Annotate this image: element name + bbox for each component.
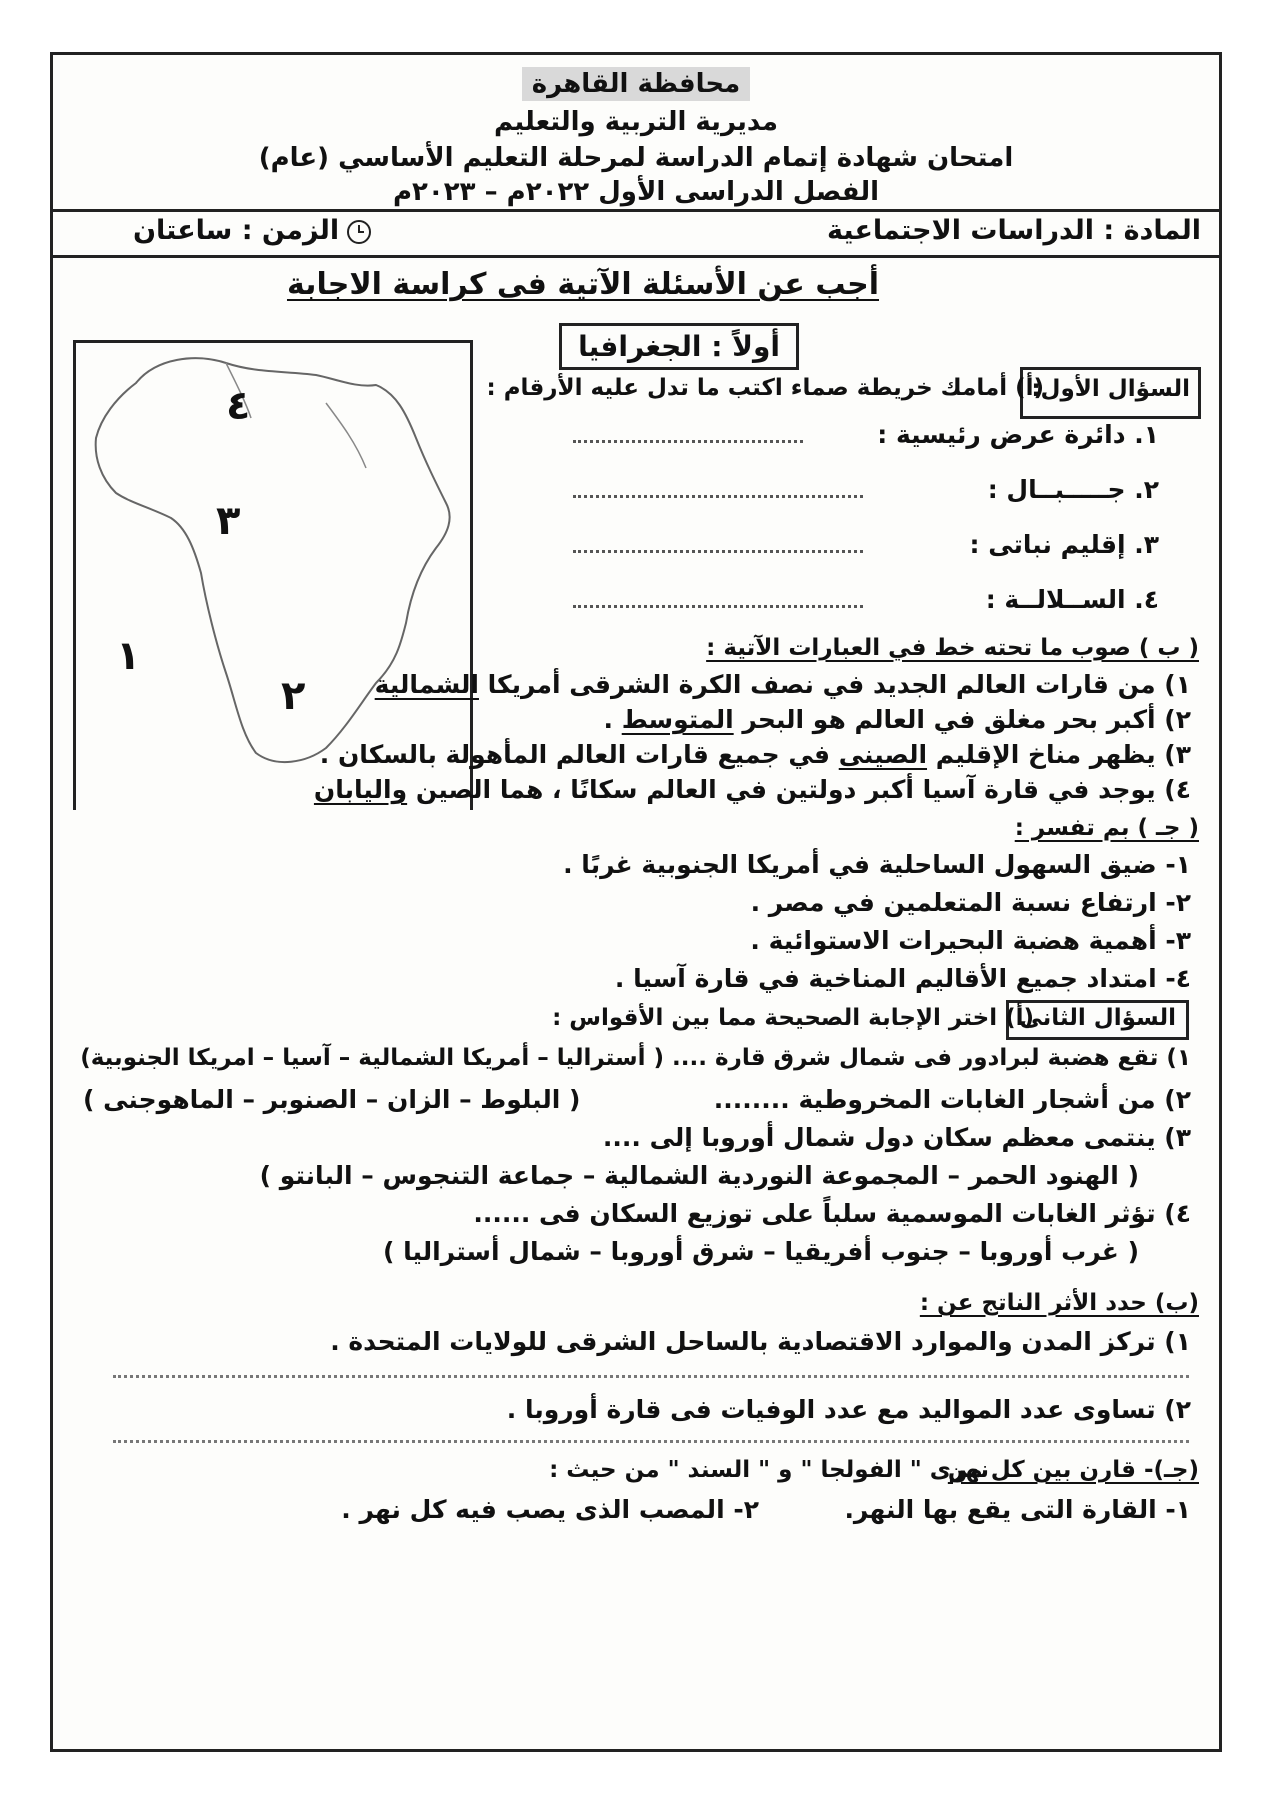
q1-c-4: ٤- امتداد جميع الأقاليم المناخية في قارة آسيا . [614, 964, 1191, 993]
q2-a-1: ١) تقع هضبة لبرادور فى شمال شرق قارة .... ( أستراليا – أمريكا الشمالية – آسيا – امريكا الجنوبية) [80, 1045, 1191, 1071]
q2-b-2: ٢) تساوى عدد المواليد مع عدد الوفيات فى قارة أوروبا . [506, 1395, 1191, 1424]
q1-b-3: ٣) يظهر مناخ الإقليم الصينى في جميع قارات العالم المأهولة بالسكان . [319, 740, 1191, 769]
map-label-4: ٤ [226, 383, 251, 429]
q1-item-1: ١. دائرة عرض رئيسية : [877, 420, 1159, 449]
q1-part-c: ( جـ ) بم تفسر : [1014, 815, 1199, 841]
q2-c-1: ١- القارة التى يقع بها النهر. [844, 1495, 1191, 1524]
map-label-1: ١ [116, 633, 141, 679]
clock-icon [347, 220, 371, 244]
q2-part-a: (أ) اختر الإجابة الصحيحة مما بين الأقواس : [552, 1005, 1034, 1031]
answer-line-1 [573, 440, 803, 443]
q1-item-3: ٣. إقليم نباتى : [969, 530, 1159, 559]
q1-label: السؤال الأول: [1020, 367, 1201, 419]
directorate-title: مديرية التربية والتعليم [493, 107, 779, 137]
q2-a-2-options: ( البلوط – الزان – الصنوبر – الماهوجنى ) [83, 1085, 581, 1114]
answer-line-3 [573, 550, 863, 553]
governorate-title: محافظة القاهرة [53, 69, 1219, 99]
q2-part-b: (ب) حدد الأثر الناتج عن : [919, 1290, 1199, 1316]
q1-b-4: ٤) يوجد في قارة آسيا أكبر دولتين في العالم سكانًا ، هما الصين واليابان [313, 775, 1191, 804]
answer-line-4 [573, 605, 863, 608]
answer-line-b2 [113, 1440, 1189, 1443]
exam-title: امتحان شهادة إتمام الدراسة لمرحلة التعليم الأساسي (عام) [258, 143, 1014, 173]
q2-a-2: ٢) من أشجار الغابات المخروطية ........ [713, 1085, 1191, 1114]
q2-part-c: (جـ)- قارن بين كل من [947, 1457, 1199, 1483]
q1-item-4: ٤. الســلالــة : [985, 585, 1159, 614]
q1-b-2: ٢) أكبر بحر مغلق في العالم هو البحر المتوسط . [603, 705, 1191, 734]
instruction: أجب عن الأسئلة الآتية فى كراسة الاجابة [286, 267, 879, 302]
q2-part-c-rest: نهرى " الفولجا " و " السند " من حيث : [549, 1457, 989, 1483]
answer-line-2 [573, 495, 863, 498]
q1-c-3: ٣- أهمية هضبة البحيرات الاستوائية . [750, 926, 1191, 955]
q2-a-4-options: ( غرب أوروبا – جنوب أفريقيا – شرق أوروبا – شمال أستراليا ) [382, 1237, 1139, 1266]
q2-a-3: ٣) ينتمى معظم سكان دول شمال أوروبا إلى .... [602, 1123, 1191, 1152]
q1-b-1: ١) من قارات العالم الجديد في نصف الكرة الشرقى أمريكا الشمالية [374, 670, 1191, 699]
q2-b-1: ١) تركز المدن والموارد الاقتصادية بالساحل الشرقى للولايات المتحدة . [330, 1327, 1191, 1356]
q2-c-2: ٢- المصب الذى يصب فيه كل نهر . [341, 1495, 759, 1524]
answer-line-b1 [113, 1375, 1189, 1378]
q1-item-2: ٢. جـــــبــال : [987, 475, 1159, 504]
q2-a-3-options: ( الهنود الحمر – المجموعة النوردية الشمالية – جماعة التنجوس – البانتو ) [259, 1161, 1139, 1190]
section-title: أولاً : الجغرافيا [559, 323, 799, 370]
exam-page [50, 52, 1222, 1752]
q1-part-a: (أ) أمامك خريطة صماء اكتب ما تدل عليه الأرقام : [486, 375, 1044, 401]
q1-c-2: ٢- ارتفاع نسبة المتعلمين في مصر . [750, 888, 1191, 917]
nile-line [326, 403, 366, 468]
time-label: الزمن : ساعتان [133, 215, 371, 246]
map-label-2: ٢ [281, 673, 306, 719]
q2-label: السؤال الثانى [1006, 1000, 1189, 1040]
africa-outline [96, 358, 450, 762]
subject-label: المادة : الدراسات الاجتماعية [827, 215, 1201, 246]
map-label-3: ٣ [216, 498, 241, 544]
q2-a-4: ٤) تؤثر الغابات الموسمية سلباً على توزيع السكان فى ...... [473, 1199, 1191, 1228]
q1-c-1: ١- ضيق السهول الساحلية في أمريكا الجنوبية غربًا . [563, 850, 1191, 879]
q1-part-b: ( ب ) صوب ما تحته خط في العبارات الآتية : [706, 635, 1199, 661]
term-title: الفصل الدراسى الأول ٢٠٢٢م – ٢٠٢٣م [392, 177, 879, 207]
meta-divider [53, 255, 1219, 258]
header-divider [53, 209, 1219, 212]
